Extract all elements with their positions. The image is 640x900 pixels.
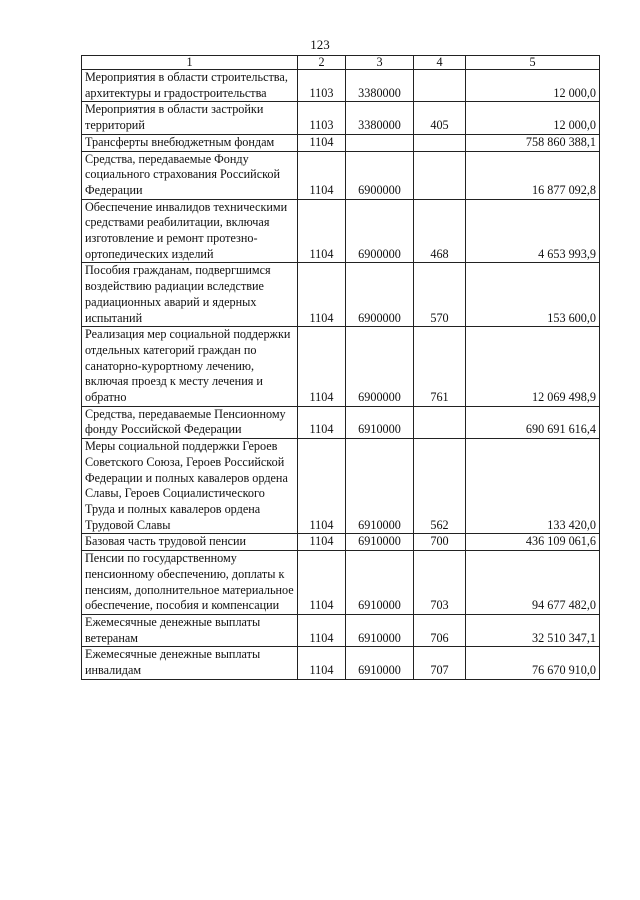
amount-cell: 12 069 498,9 xyxy=(466,327,600,407)
table-row xyxy=(82,614,600,646)
table-row xyxy=(82,70,600,102)
column-header: 5 xyxy=(466,56,600,70)
expense-type-cell xyxy=(414,134,466,151)
article-code-cell: 6900000 xyxy=(346,199,414,263)
amount-cell: 436 109 061,6 xyxy=(466,534,600,551)
amount-cell: 16 877 092,8 xyxy=(466,151,600,199)
table-row xyxy=(82,439,600,534)
table-row xyxy=(82,551,600,615)
section-code-cell: 1104 xyxy=(298,551,346,615)
article-code-cell: 6910000 xyxy=(346,614,414,646)
article-code-cell: 6910000 xyxy=(346,534,414,551)
article-code-cell: 3380000 xyxy=(346,102,414,134)
amount-cell: 758 860 388,1 xyxy=(466,134,600,151)
row-name-cell: Меры социальной поддержки Героев Советского Союза, Героев Российской Федерации и полных кавалеров ордена Славы, Героев Социалистического Труда и полных кавалеров ордена Трудовой Славы xyxy=(82,439,298,534)
row-name-cell: Базовая часть трудовой пенсии xyxy=(82,534,298,551)
article-code-cell: 6900000 xyxy=(346,151,414,199)
amount-cell: 690 691 616,4 xyxy=(466,406,600,438)
section-code-cell: 1103 xyxy=(298,102,346,134)
row-name-cell: Ежемесячные денежные выплаты инвалидам xyxy=(82,647,298,679)
amount-cell: 12 000,0 xyxy=(466,70,600,102)
amount-cell: 12 000,0 xyxy=(466,102,600,134)
table-row xyxy=(82,327,600,407)
amount-cell: 94 677 482,0 xyxy=(466,551,600,615)
article-code-cell: 6910000 xyxy=(346,439,414,534)
expense-type-cell: 761 xyxy=(414,327,466,407)
section-code-cell: 1104 xyxy=(298,439,346,534)
section-code-cell: 1104 xyxy=(298,327,346,407)
row-name-cell: Средства, передаваемые Фонду социального страхования Российской Федерации xyxy=(82,151,298,199)
column-header: 1 xyxy=(82,56,298,70)
table-row xyxy=(82,534,600,551)
expense-type-cell: 706 xyxy=(414,614,466,646)
expense-type-cell: 405 xyxy=(414,102,466,134)
article-code-cell: 6910000 xyxy=(346,551,414,615)
column-header: 4 xyxy=(414,56,466,70)
amount-cell: 153 600,0 xyxy=(466,263,600,327)
section-code-cell: 1104 xyxy=(298,151,346,199)
article-code-cell: 6900000 xyxy=(346,327,414,407)
row-name-cell: Пособия гражданам, подвергшимся воздействию радиации вследствие радиационных аварий и ядерных испытаний xyxy=(82,263,298,327)
expense-type-cell: 570 xyxy=(414,263,466,327)
column-header: 3 xyxy=(346,56,414,70)
table-header-row xyxy=(82,56,600,70)
table-row xyxy=(82,199,600,263)
article-code-cell: 6900000 xyxy=(346,263,414,327)
expense-type-cell: 700 xyxy=(414,534,466,551)
table-row xyxy=(82,102,600,134)
row-name-cell: Реализация мер социальной поддержки отдельных категорий граждан по санаторно-курортному лечению, включая проезд к месту лечения и обратно xyxy=(82,327,298,407)
article-code-cell: 6910000 xyxy=(346,406,414,438)
row-name-cell: Мероприятия в области строительства, архитектуры и градостроительства xyxy=(82,70,298,102)
amount-cell: 133 420,0 xyxy=(466,439,600,534)
row-name-cell: Ежемесячные денежные выплаты ветеранам xyxy=(82,614,298,646)
row-name-cell: Обеспечение инвалидов техническими средствами реабилитации, включая изготовление и ремонт протезно-ортопедических изделий xyxy=(82,199,298,263)
expense-type-cell: 562 xyxy=(414,439,466,534)
section-code-cell: 1104 xyxy=(298,614,346,646)
article-code-cell xyxy=(346,134,414,151)
amount-cell: 32 510 347,1 xyxy=(466,614,600,646)
page-number: 123 xyxy=(310,37,330,52)
table-row xyxy=(82,134,600,151)
section-code-cell: 1104 xyxy=(298,406,346,438)
section-code-cell: 1104 xyxy=(298,134,346,151)
expense-type-cell: 707 xyxy=(414,647,466,679)
article-code-cell: 6910000 xyxy=(346,647,414,679)
row-name-cell: Пенсии по государственному пенсионному обеспечению, доплаты к пенсиям, дополнительное материальное обеспечение, пособия и компенсации xyxy=(82,551,298,615)
expense-type-cell: 703 xyxy=(414,551,466,615)
expense-type-cell xyxy=(414,406,466,438)
section-code-cell: 1104 xyxy=(298,263,346,327)
row-name-cell: Мероприятия в области застройки территорий xyxy=(82,102,298,134)
expense-type-cell xyxy=(414,151,466,199)
table-row xyxy=(82,263,600,327)
amount-cell: 4 653 993,9 xyxy=(466,199,600,263)
column-header: 2 xyxy=(298,56,346,70)
row-name-cell: Трансферты внебюджетным фондам xyxy=(82,134,298,151)
section-code-cell: 1104 xyxy=(298,199,346,263)
budget-table xyxy=(81,55,600,680)
table-row xyxy=(82,151,600,199)
section-code-cell: 1103 xyxy=(298,70,346,102)
table-row xyxy=(82,406,600,438)
section-code-cell: 1104 xyxy=(298,534,346,551)
section-code-cell: 1104 xyxy=(298,647,346,679)
row-name-cell: Средства, передаваемые Пенсионному фонду Российской Федерации xyxy=(82,406,298,438)
expense-type-cell: 468 xyxy=(414,199,466,263)
expense-type-cell xyxy=(414,70,466,102)
table-row xyxy=(82,647,600,679)
article-code-cell: 3380000 xyxy=(346,70,414,102)
amount-cell: 76 670 910,0 xyxy=(466,647,600,679)
